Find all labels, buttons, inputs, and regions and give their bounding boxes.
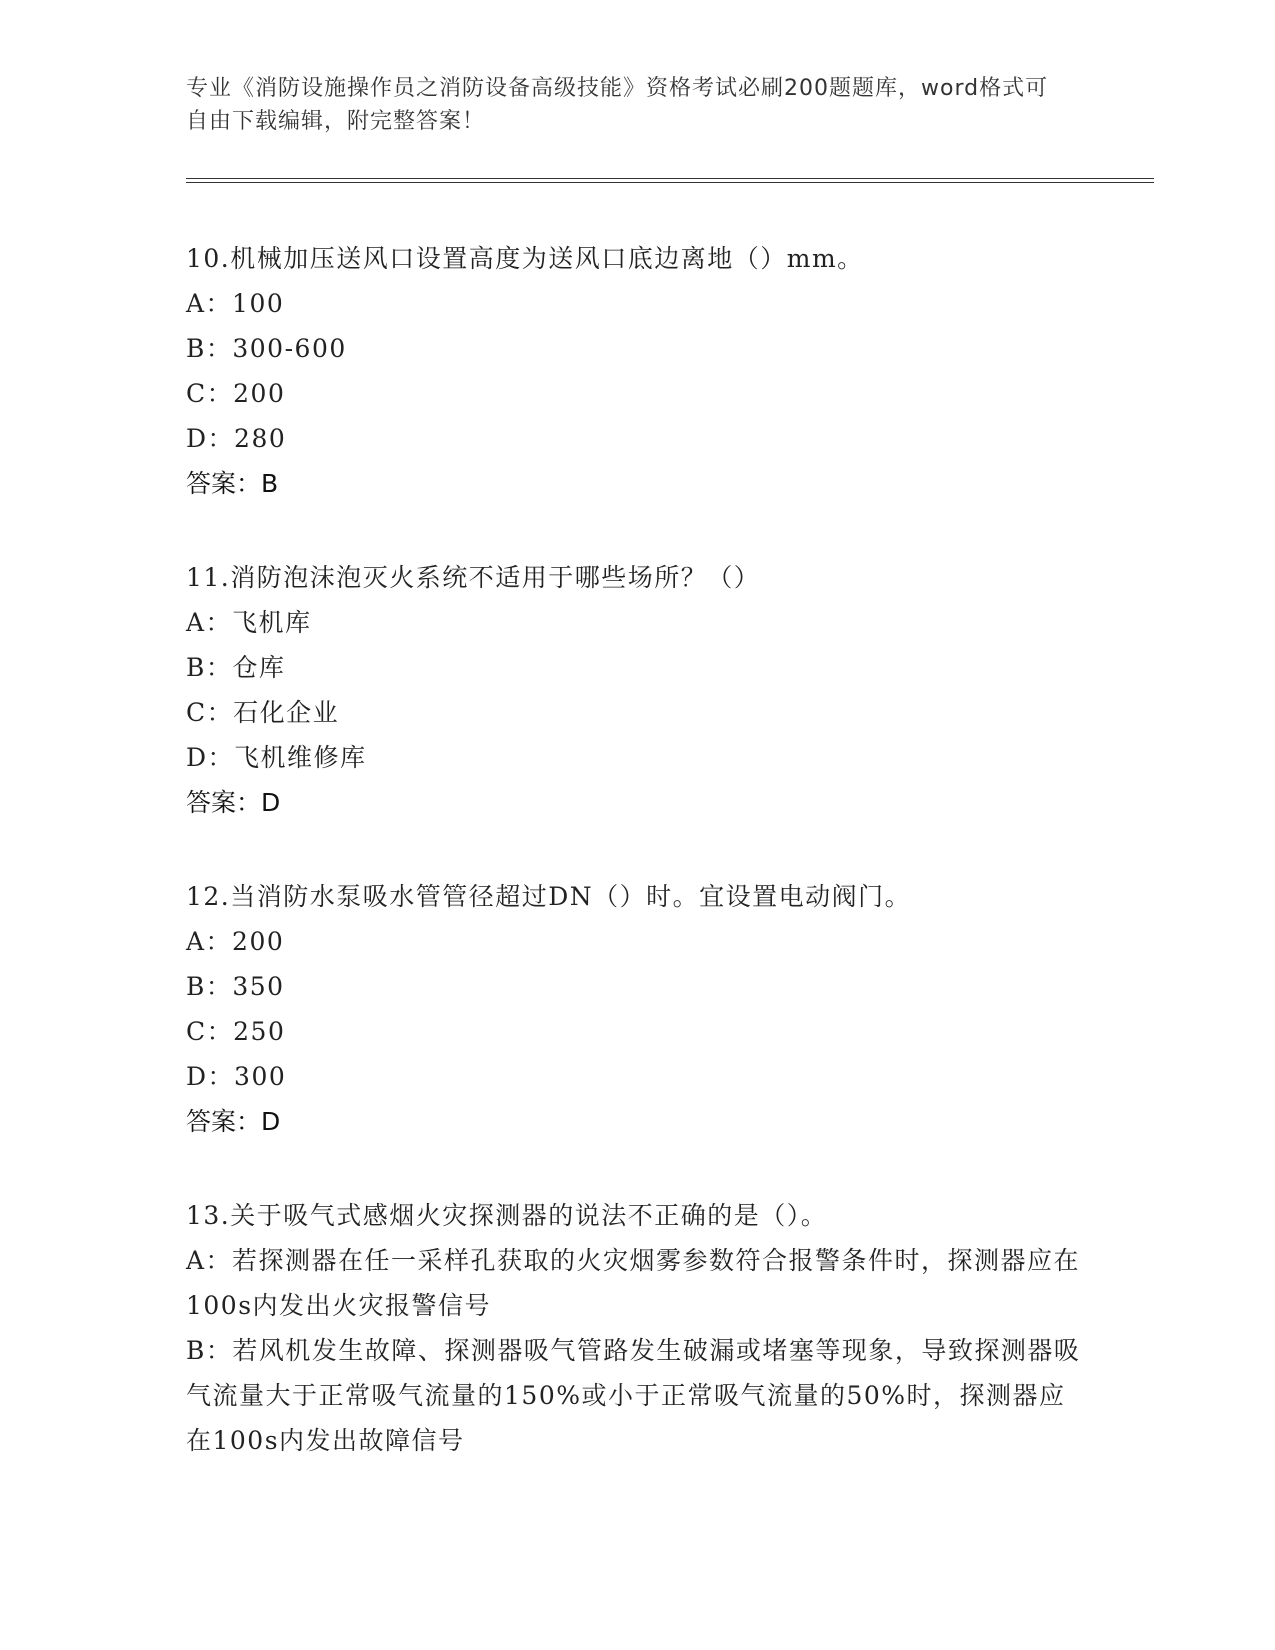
header-divider-bottom — [186, 182, 1154, 183]
option-c: C：250 — [186, 1017, 286, 1046]
option-c: C：石化企业 — [186, 698, 340, 727]
option-c: C：200 — [186, 379, 286, 408]
question-stem: 13.关于吸气式感烟火灾探测器的说法不正确的是（）。 — [186, 1201, 828, 1230]
option-b: B：若风机发生故障、探测器吸气管路发生破漏或堵塞等现象，导致探测器吸气流量大于正常吸气流量的150%或小于正常吸气流量的50%时，探测器应在100s内发出故障信号 — [186, 1336, 1081, 1455]
question-stem: 11.消防泡沫泡灭火系统不适用于哪些场所？（） — [186, 563, 761, 592]
option-b: B：300-600 — [186, 334, 347, 363]
option-d: D：280 — [186, 424, 287, 453]
answer-line: 答案：D — [186, 1107, 281, 1136]
question-10 — [186, 236, 1086, 506]
question-stem: 10.机械加压送风口设置高度为送风口底边离地（）mm。 — [186, 244, 864, 273]
option-b: B：350 — [186, 972, 285, 1001]
question-stem: 12.当消防水泵吸水管管径超过DN（）时。宜设置电动阀门。 — [186, 882, 912, 911]
option-a: A：若探测器在任一采样孔获取的火灾烟雾参数符合报警条件时，探测器应在100s内发出火灾报警信号 — [186, 1246, 1081, 1320]
answer-line: 答案：D — [186, 788, 281, 817]
question-12 — [186, 874, 1086, 1144]
option-a: A：100 — [186, 289, 285, 318]
option-a: A：200 — [186, 927, 285, 956]
option-d: D：300 — [186, 1062, 287, 1091]
document-intro: 专业《消防设施操作员之消防设备高级技能》资格考试必刷200题题库，word格式可自由下载编辑，附完整答案！ — [186, 76, 1049, 134]
question-13 — [186, 1193, 1086, 1463]
question-11 — [186, 555, 1086, 825]
option-a: A：飞机库 — [186, 608, 312, 637]
header-divider-top — [186, 178, 1154, 179]
answer-line: 答案：B — [186, 469, 279, 498]
option-d: D：飞机维修库 — [186, 743, 367, 772]
option-b: B：仓库 — [186, 653, 286, 682]
